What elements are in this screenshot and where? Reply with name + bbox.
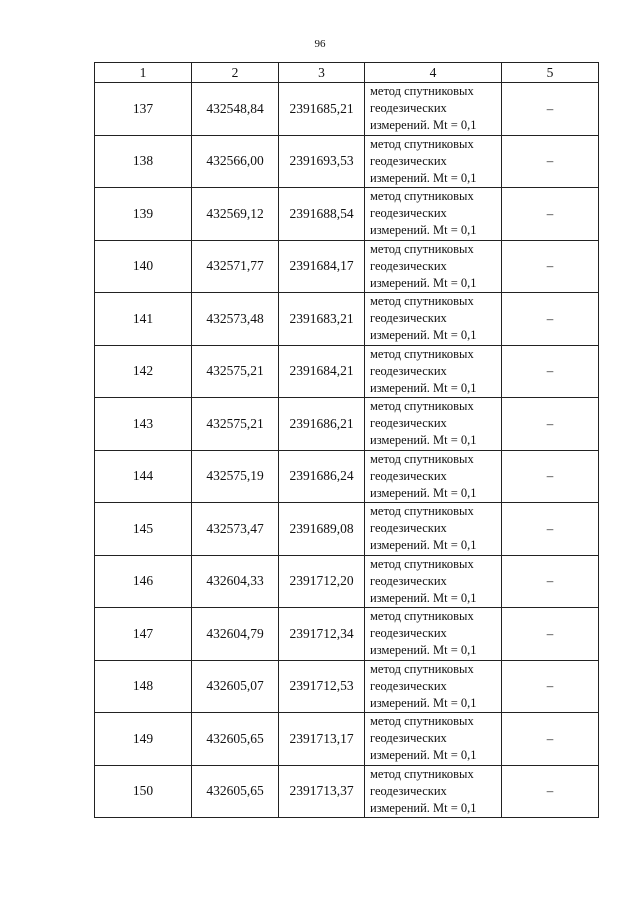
method-line: измерений. Mt = 0,1	[370, 328, 477, 343]
dash-value: –	[546, 573, 554, 589]
x-coordinate-cell: 432605,65	[192, 713, 279, 766]
header-row	[95, 63, 599, 83]
x-coordinate-cell: 432573,47	[192, 503, 279, 556]
point-number-cell: 146	[95, 555, 192, 608]
table-body	[95, 83, 599, 818]
y-coordinate-cell: 2391713,37	[279, 765, 365, 818]
header-col-2: 2	[192, 63, 279, 83]
method-line: геодезических	[370, 678, 447, 693]
method-line: измерений. Mt = 0,1	[370, 748, 477, 763]
method-cell	[365, 555, 502, 608]
method-line: метод спутниковых	[370, 556, 474, 571]
dash-value: –	[546, 100, 554, 116]
point-number-cell: 141	[95, 293, 192, 346]
column-5-cell	[502, 83, 599, 136]
method-line: геодезических	[370, 416, 447, 431]
table-row	[95, 188, 599, 241]
method-line: метод спутниковых	[370, 241, 474, 256]
method-line: геодезических	[370, 521, 447, 536]
method-line: измерений. Mt = 0,1	[370, 590, 477, 605]
method-cell	[365, 83, 502, 136]
method-cell	[365, 345, 502, 398]
point-number-cell: 137	[95, 83, 192, 136]
x-coordinate-cell: 432566,00	[192, 135, 279, 188]
method-line: метод спутниковых	[370, 346, 474, 361]
method-line: геодезических	[370, 153, 447, 168]
column-5-cell	[502, 345, 599, 398]
dash-value: –	[546, 258, 554, 274]
method-line: геодезических	[370, 311, 447, 326]
point-number-cell: 149	[95, 713, 192, 766]
method-line: измерений. Mt = 0,1	[370, 643, 477, 658]
y-coordinate-cell: 2391686,24	[279, 450, 365, 503]
y-coordinate-cell: 2391688,54	[279, 188, 365, 241]
method-line: метод спутниковых	[370, 136, 474, 151]
method-line: измерений. Mt = 0,1	[370, 118, 477, 133]
column-5-cell	[502, 450, 599, 503]
method-line: измерений. Mt = 0,1	[370, 170, 477, 185]
method-line: измерений. Mt = 0,1	[370, 485, 477, 500]
table-row	[95, 608, 599, 661]
x-coordinate-cell: 432548,84	[192, 83, 279, 136]
column-5-cell	[502, 240, 599, 293]
dash-value: –	[546, 468, 554, 484]
column-5-cell	[502, 765, 599, 818]
method-cell	[365, 713, 502, 766]
y-coordinate-cell: 2391684,21	[279, 345, 365, 398]
dash-value: –	[546, 783, 554, 799]
header-col-3: 3	[279, 63, 365, 83]
method-line: метод спутниковых	[370, 766, 474, 781]
column-5-cell	[502, 608, 599, 661]
method-line: метод спутниковых	[370, 451, 474, 466]
point-number-cell: 143	[95, 398, 192, 451]
page-number: 96	[314, 38, 326, 50]
method-line: геодезических	[370, 206, 447, 221]
column-5-cell	[502, 503, 599, 556]
method-line: измерений. Mt = 0,1	[370, 800, 477, 815]
dash-value: –	[546, 678, 554, 694]
dash-value: –	[546, 415, 554, 431]
y-coordinate-cell: 2391713,17	[279, 713, 365, 766]
dash-value: –	[546, 153, 554, 169]
method-line: геодезических	[370, 626, 447, 641]
method-line: метод спутниковых	[370, 189, 474, 204]
method-line: геодезических	[370, 573, 447, 588]
method-line: метод спутниковых	[370, 84, 474, 99]
column-5-cell	[502, 398, 599, 451]
method-line: метод спутниковых	[370, 294, 474, 309]
coordinates-table	[94, 62, 599, 818]
method-cell	[365, 135, 502, 188]
point-number-cell: 150	[95, 765, 192, 818]
table-row	[95, 713, 599, 766]
y-coordinate-cell: 2391712,34	[279, 608, 365, 661]
y-coordinate-cell: 2391684,17	[279, 240, 365, 293]
header-col-1: 1	[95, 63, 192, 83]
table-row	[95, 135, 599, 188]
method-line: измерений. Mt = 0,1	[370, 433, 477, 448]
table-row	[95, 765, 599, 818]
method-line: метод спутниковых	[370, 714, 474, 729]
x-coordinate-cell: 432571,77	[192, 240, 279, 293]
y-coordinate-cell: 2391693,53	[279, 135, 365, 188]
method-line: метод спутниковых	[370, 661, 474, 676]
point-number-cell: 139	[95, 188, 192, 241]
method-line: геодезических	[370, 731, 447, 746]
column-5-cell	[502, 135, 599, 188]
table-row	[95, 345, 599, 398]
method-cell	[365, 765, 502, 818]
method-line: метод спутниковых	[370, 399, 474, 414]
x-coordinate-cell: 432575,21	[192, 398, 279, 451]
dash-value: –	[546, 625, 554, 641]
method-cell	[365, 503, 502, 556]
x-coordinate-cell: 432575,19	[192, 450, 279, 503]
x-coordinate-cell: 432573,48	[192, 293, 279, 346]
dash-value: –	[546, 310, 554, 326]
point-number-cell: 147	[95, 608, 192, 661]
point-number-cell: 142	[95, 345, 192, 398]
point-number-cell: 138	[95, 135, 192, 188]
dash-value: –	[546, 205, 554, 221]
y-coordinate-cell: 2391685,21	[279, 83, 365, 136]
y-coordinate-cell: 2391712,53	[279, 660, 365, 713]
method-line: измерений. Mt = 0,1	[370, 380, 477, 395]
column-5-cell	[502, 555, 599, 608]
method-cell	[365, 398, 502, 451]
table-row	[95, 450, 599, 503]
x-coordinate-cell: 432605,07	[192, 660, 279, 713]
method-line: измерений. Mt = 0,1	[370, 695, 477, 710]
method-line: геодезических	[370, 468, 447, 483]
x-coordinate-cell: 432569,12	[192, 188, 279, 241]
point-number-cell: 145	[95, 503, 192, 556]
x-coordinate-cell: 432605,65	[192, 765, 279, 818]
point-number-cell: 148	[95, 660, 192, 713]
method-cell	[365, 608, 502, 661]
table-row	[95, 660, 599, 713]
table-row	[95, 83, 599, 136]
table-header	[95, 63, 599, 83]
point-number-cell: 144	[95, 450, 192, 503]
table-row	[95, 555, 599, 608]
table-row	[95, 240, 599, 293]
method-cell	[365, 188, 502, 241]
x-coordinate-cell: 432604,79	[192, 608, 279, 661]
table-row	[95, 398, 599, 451]
method-line: геодезических	[370, 258, 447, 273]
column-5-cell	[502, 293, 599, 346]
method-line: геодезических	[370, 101, 447, 116]
method-line: метод спутниковых	[370, 609, 474, 624]
table-row	[95, 293, 599, 346]
header-col-4: 4	[365, 63, 502, 83]
method-cell	[365, 450, 502, 503]
y-coordinate-cell: 2391686,21	[279, 398, 365, 451]
dash-value: –	[546, 730, 554, 746]
method-cell	[365, 293, 502, 346]
column-5-cell	[502, 660, 599, 713]
x-coordinate-cell: 432604,33	[192, 555, 279, 608]
dash-value: –	[546, 363, 554, 379]
method-line: метод спутниковых	[370, 504, 474, 519]
column-5-cell	[502, 713, 599, 766]
method-line: измерений. Mt = 0,1	[370, 538, 477, 553]
method-line: геодезических	[370, 363, 447, 378]
column-5-cell	[502, 188, 599, 241]
method-cell	[365, 240, 502, 293]
method-cell	[365, 660, 502, 713]
y-coordinate-cell: 2391683,21	[279, 293, 365, 346]
dash-value: –	[546, 520, 554, 536]
table-row	[95, 503, 599, 556]
x-coordinate-cell: 432575,21	[192, 345, 279, 398]
method-line: геодезических	[370, 783, 447, 798]
header-col-5: 5	[502, 63, 599, 83]
method-line: измерений. Mt = 0,1	[370, 223, 477, 238]
method-line: измерений. Mt = 0,1	[370, 275, 477, 290]
y-coordinate-cell: 2391712,20	[279, 555, 365, 608]
y-coordinate-cell: 2391689,08	[279, 503, 365, 556]
point-number-cell: 140	[95, 240, 192, 293]
